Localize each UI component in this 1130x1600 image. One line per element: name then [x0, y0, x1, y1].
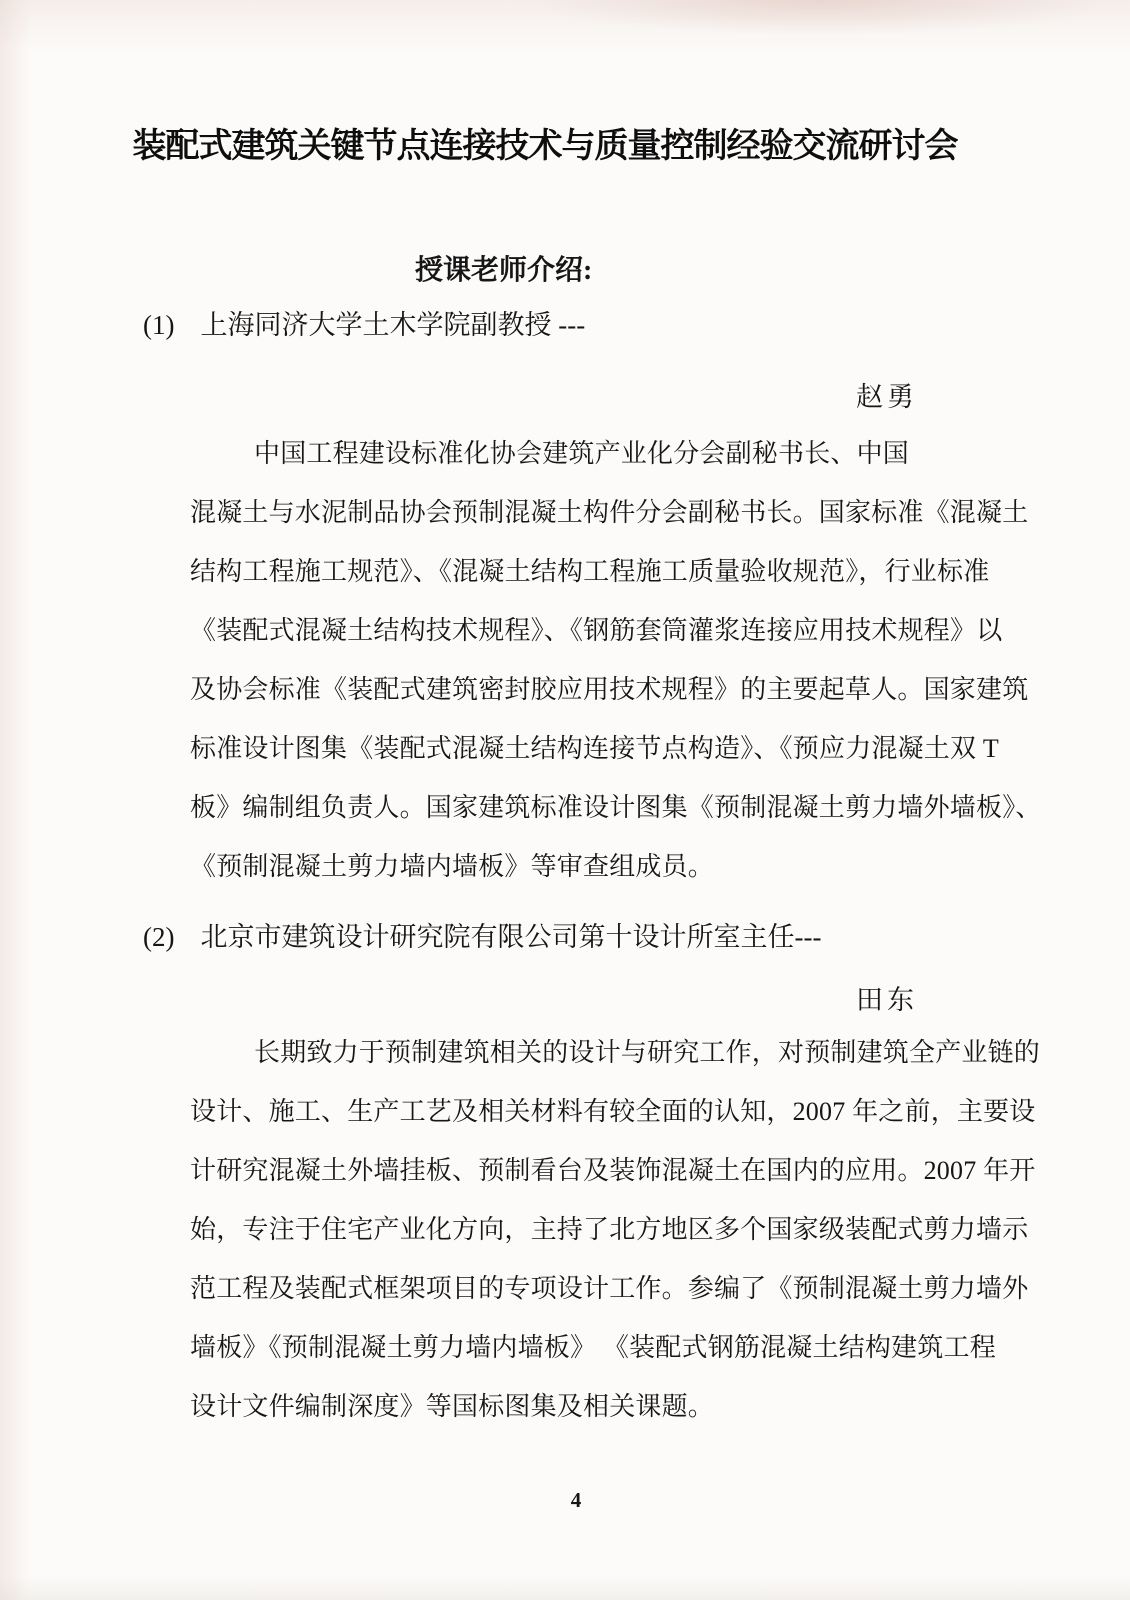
lecturer-1-header — [143, 303, 585, 342]
bio-line: 墙板》《预制混凝土剪力墙内墙板》 《装配式钢筋混凝土结构建筑工程 — [190, 1333, 996, 1362]
bio-line: 长期致力于预制建筑相关的设计与研究工作，对预制建筑全产业链的 — [254, 1038, 1041, 1067]
lecturer-1-bio — [190, 424, 1042, 896]
scan-artifact-top-edge — [0, 0, 1130, 70]
section-heading: 授课老师介绍: — [415, 255, 593, 286]
lecturer-2-bio — [190, 1023, 1041, 1436]
bio-line: 《装配式混凝土结构技术规程》、《钢筋套筒灌浆连接应用技术规程》以 — [190, 616, 1003, 645]
scan-artifact-bottom-edge — [0, 1574, 1130, 1600]
bio-line: 《预制混凝土剪力墙内墙板》等审查组成员。 — [190, 852, 715, 881]
lecturer-2-number: (2) — [143, 922, 175, 952]
page-number: 4 — [570, 1488, 582, 1512]
lecturer-1-name: 赵勇 — [856, 382, 918, 412]
bio-line: 板》编制组负责人。国家建筑标准设计图集《预制混凝土剪力墙外墙板》、 — [190, 793, 1042, 822]
bio-line: 范工程及装配式框架项目的专项设计工作。参编了《预制混凝土剪力墙外 — [190, 1274, 1029, 1303]
bio-line: 结构工程施工规范》、《混凝土结构工程施工质量验收规范》，行业标准 — [190, 557, 990, 586]
lecturer-1-number: (1) — [143, 310, 175, 340]
bio-line: 设计文件编制深度》等国标图集及相关课题。 — [190, 1392, 715, 1421]
scan-artifact-left-edge — [0, 0, 34, 1600]
lecturer-2-affiliation: 北京市建筑设计研究院有限公司第十设计所室主任--- — [200, 922, 822, 952]
bio-line: 中国工程建设标准化协会建筑产业化分会副秘书长、中国 — [254, 439, 910, 468]
bio-line: 混凝土与水泥制品协会预制混凝土构件分会副秘书长。国家标准《混凝土 — [190, 498, 1029, 527]
lecturer-2-header — [143, 915, 821, 954]
bio-line: 标准设计图集《装配式混凝土结构连接节点构造》、《预应力混凝土双 T — [190, 734, 999, 763]
lecturer-1-affiliation: 上海同济大学土木学院副教授 --- — [200, 310, 586, 340]
lecturer-2-name: 田东 — [856, 985, 918, 1015]
page-title: 装配式建筑关键节点连接技术与质量控制经验交流研讨会 — [132, 128, 958, 165]
bio-line: 计研究混凝土外墙挂板、预制看台及装饰混凝土在国内的应用。2007 年开 — [190, 1156, 1036, 1185]
bio-line: 及协会标准《装配式建筑密封胶应用技术规程》的主要起草人。国家建筑 — [190, 675, 1029, 704]
bio-line: 设计、施工、生产工艺及相关材料有较全面的认知，2007 年之前，主要设 — [190, 1097, 1036, 1126]
bio-line: 始，专注于住宅产业化方向，主持了北方地区多个国家级装配式剪力墙示 — [190, 1215, 1029, 1244]
